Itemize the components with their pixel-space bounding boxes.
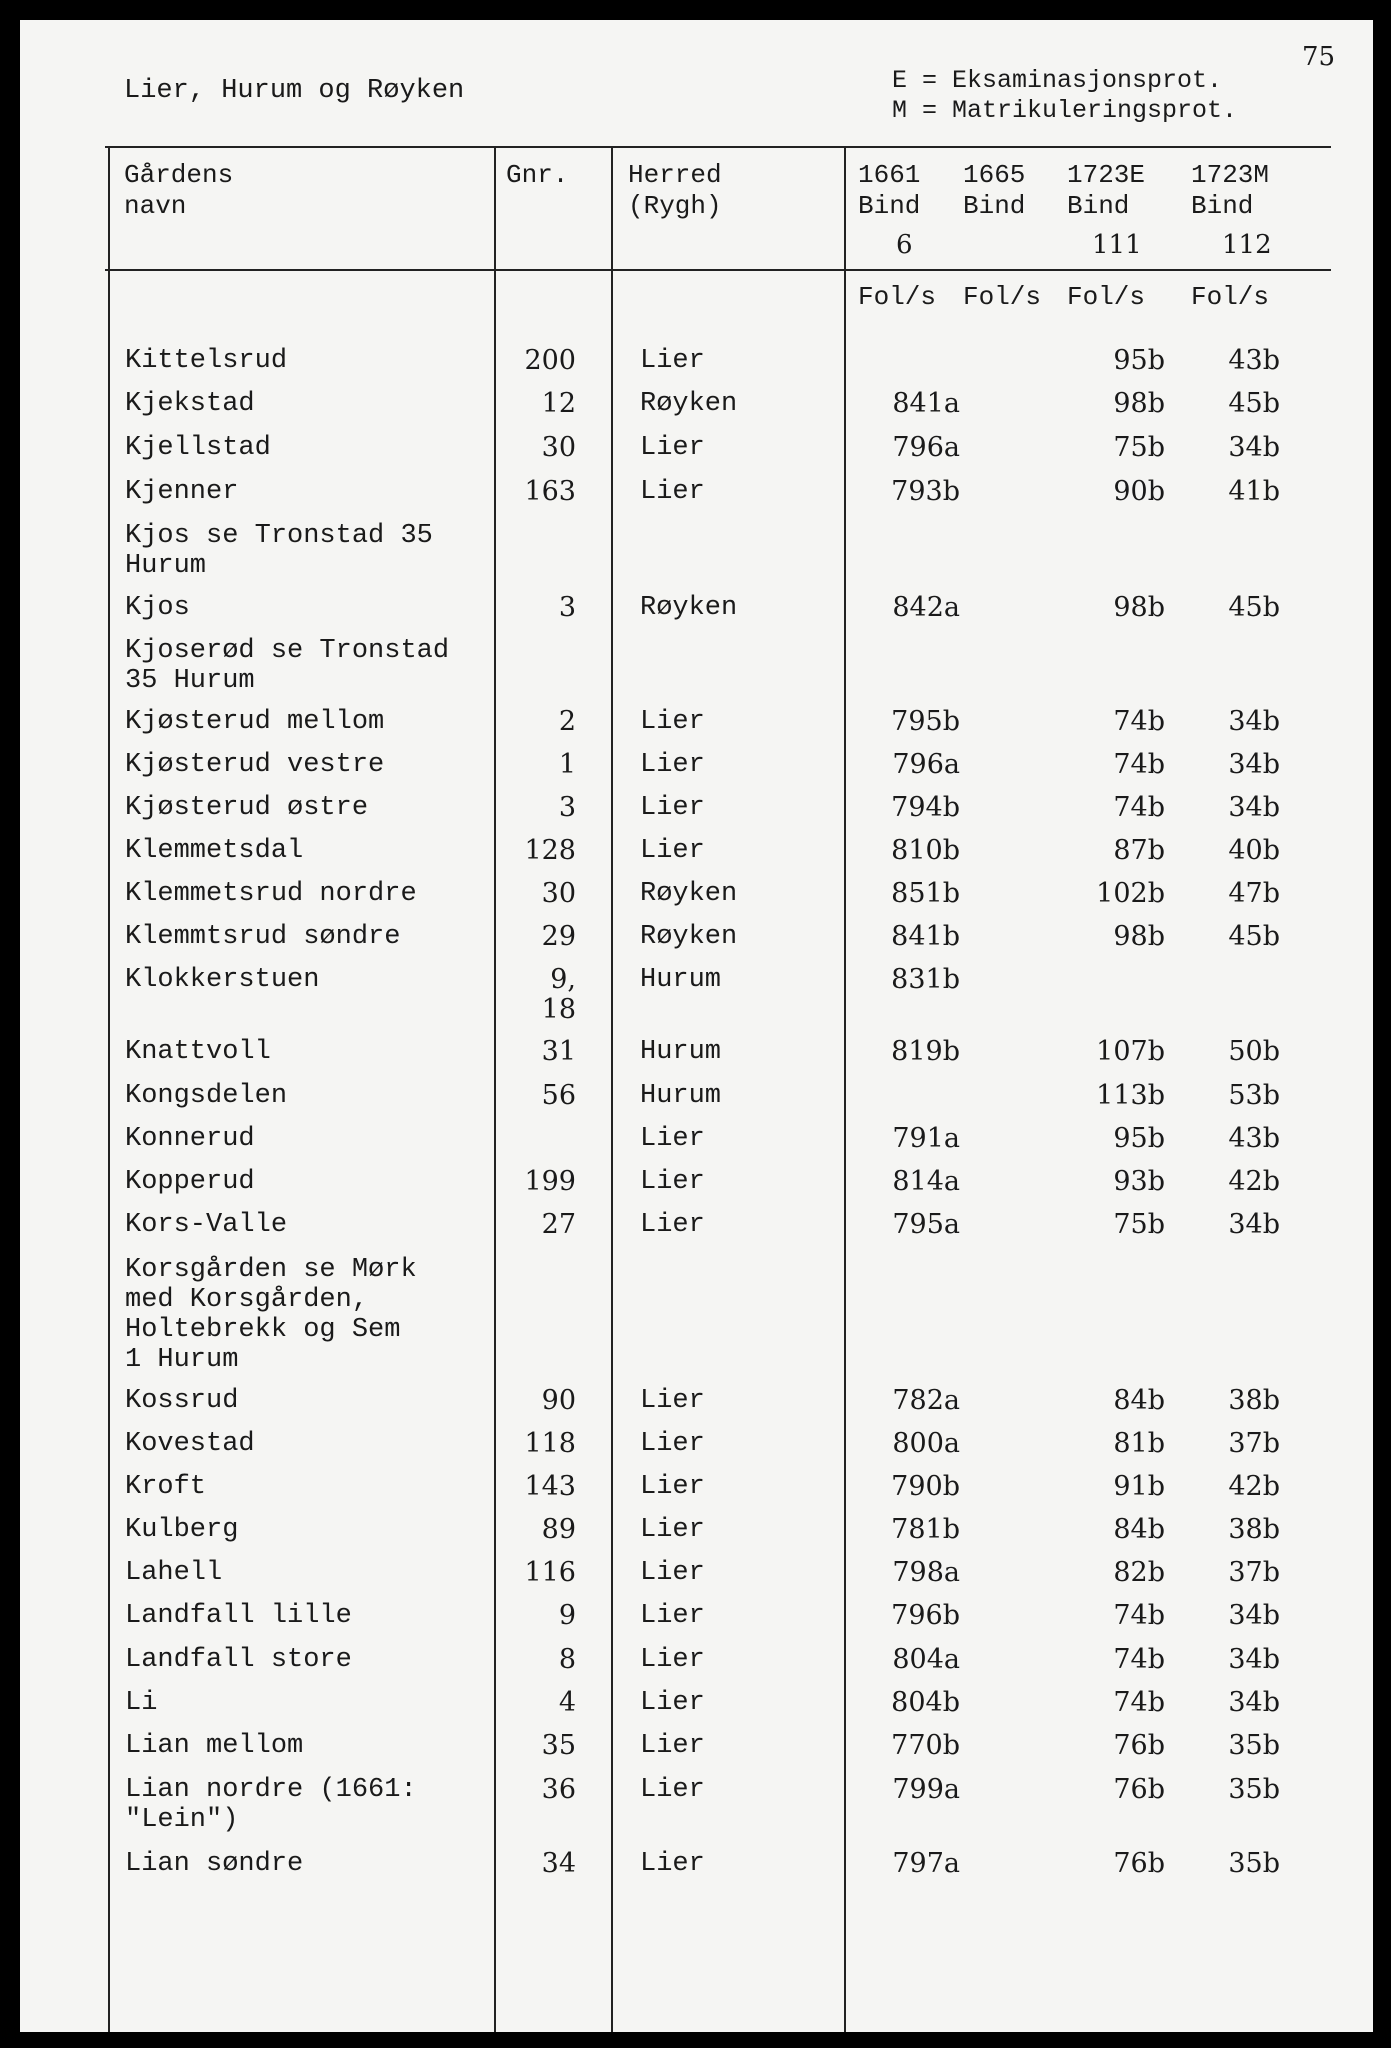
table-top-rule <box>105 146 1331 148</box>
herred-value: Lier <box>640 1515 705 1545</box>
header-1661: 1661 Bind <box>858 160 921 221</box>
farm-name: Kjøsterud vestre <box>125 750 385 780</box>
herred-value: Lier <box>640 1731 705 1761</box>
folio-1661: 796b <box>891 1600 960 1631</box>
table-row <box>0 1731 1391 1771</box>
gnr-value: 116 <box>524 1557 576 1588</box>
herred-value: Lier <box>640 1558 705 1588</box>
folio-1723e: 91b <box>1113 1471 1165 1502</box>
farm-name: Lian mellom <box>125 1731 304 1761</box>
folio-1723m: 41b <box>1228 476 1280 507</box>
herred-value: Lier <box>640 750 705 780</box>
folio-1661: 795a <box>892 1209 960 1240</box>
herred-value: Lier <box>640 1210 705 1240</box>
farm-name: Lian søndre <box>125 1849 304 1879</box>
farm-name: Klemmetsrud nordre <box>125 879 417 909</box>
folio-1661: 799a <box>892 1774 960 1805</box>
fols-1723e: Fol/s <box>1067 282 1146 312</box>
table-row <box>0 346 1391 386</box>
folio-1661: 810b <box>891 835 960 866</box>
folio-1661: 793b <box>891 476 960 507</box>
farm-name: Kongsdelen <box>125 1081 288 1111</box>
folio-1723e: 98b <box>1113 592 1165 623</box>
folio-1661: 841a <box>892 388 960 419</box>
folio-1723m: 45b <box>1228 388 1280 419</box>
table-row <box>0 964 1391 1025</box>
table-row <box>0 433 1391 473</box>
gnr-value: 90 <box>541 1385 576 1416</box>
folio-1723m: 38b <box>1228 1514 1280 1545</box>
folio-1723m: 34b <box>1228 1600 1280 1631</box>
table-row <box>0 1601 1391 1641</box>
header-gnr: Gnr. <box>506 160 569 190</box>
gnr-value: 9 <box>558 1600 576 1631</box>
folio-1723e: 74b <box>1113 706 1165 737</box>
folio-1661: 794b <box>891 792 960 823</box>
folio-1661: 842a <box>892 592 960 623</box>
farm-name: Kulberg <box>125 1515 239 1545</box>
table-row <box>0 707 1391 747</box>
page-number: 75 <box>1302 42 1336 72</box>
folio-1723e: 84b <box>1113 1385 1165 1416</box>
folio-1661: 797a <box>892 1848 960 1879</box>
folio-1723e: 87b <box>1113 835 1165 866</box>
herred-value: Lier <box>640 793 705 823</box>
header-bottom-rule <box>105 269 1331 271</box>
herred-value: Lier <box>640 1429 705 1459</box>
folio-1661: 791a <box>892 1123 960 1154</box>
farm-name: Kittelsrud <box>125 346 288 376</box>
bind-number-1661: 6 <box>896 230 913 260</box>
folio-1723m: 35b <box>1228 1730 1280 1761</box>
gnr-value: 29 <box>541 921 576 952</box>
folio-1723e: 74b <box>1113 1644 1165 1675</box>
folio-1661: 814a <box>892 1166 960 1197</box>
farm-name: Kjellstad <box>125 433 271 463</box>
folio-1723m: 34b <box>1228 792 1280 823</box>
gnr-value: 8 <box>558 1644 576 1675</box>
herred-value: Lier <box>640 1645 705 1675</box>
folio-1723e: 82b <box>1113 1557 1165 1588</box>
fols-1665: Fol/s <box>963 282 1042 312</box>
folio-1723m: 35b <box>1228 1774 1280 1805</box>
farm-name: Klemmetsdal <box>125 836 304 866</box>
table-row <box>0 836 1391 876</box>
table-row <box>0 1688 1391 1728</box>
table-row <box>0 750 1391 790</box>
gnr-value: 36 <box>541 1774 576 1805</box>
gnr-value: 199 <box>524 1166 576 1197</box>
herred-value: Lier <box>640 1775 705 1805</box>
gnr-value: 143 <box>524 1471 576 1502</box>
legend <box>892 66 1237 126</box>
farm-name: Landfall lille <box>125 1601 352 1631</box>
herred-value: Lier <box>640 1124 705 1154</box>
table-row <box>0 1558 1391 1598</box>
farm-name: Kjos se Tronstad 35 Hurum <box>125 521 433 581</box>
folio-1723e: 75b <box>1113 432 1165 463</box>
folio-1661: 790b <box>891 1471 960 1502</box>
folio-1661: 781b <box>891 1514 960 1545</box>
folio-1723e: 90b <box>1113 476 1165 507</box>
farm-name: Kovestad <box>125 1429 255 1459</box>
header-1723m: 1723M Bind <box>1191 160 1270 221</box>
header-herred: Herred (Rygh) <box>628 160 722 221</box>
herred-value: Røyken <box>640 389 738 419</box>
table-row <box>0 477 1391 517</box>
herred-value: Lier <box>640 477 705 507</box>
folio-1723m: 42b <box>1228 1166 1280 1197</box>
folio-1661: 851b <box>891 878 960 909</box>
folio-1723e: 98b <box>1113 388 1165 419</box>
gnr-value: 200 <box>524 345 576 376</box>
farm-name: Lahell <box>125 1558 223 1588</box>
folio-1723m: 45b <box>1228 921 1280 952</box>
folio-1723e: 95b <box>1113 1123 1165 1154</box>
folio-1723m: 34b <box>1228 706 1280 737</box>
table-row <box>0 1037 1391 1077</box>
folio-1723m: 40b <box>1228 835 1280 866</box>
farm-name: Kjenner <box>125 477 239 507</box>
table-row <box>0 879 1391 919</box>
header-1723e: 1723E Bind <box>1067 160 1146 221</box>
folio-1723e: 75b <box>1113 1209 1165 1240</box>
folio-1661: 804b <box>891 1687 960 1718</box>
folio-1723e: 76b <box>1113 1774 1165 1805</box>
folio-1723m: 35b <box>1228 1848 1280 1879</box>
gnr-value: 3 <box>558 592 576 623</box>
bind-number-1723e: 111 <box>1092 230 1142 260</box>
folio-1723e: 113b <box>1096 1080 1165 1111</box>
folio-1661: 798a <box>892 1557 960 1588</box>
herred-value: Lier <box>640 346 705 376</box>
herred-value: Lier <box>640 1849 705 1879</box>
folio-1723e: 74b <box>1113 749 1165 780</box>
herred-value: Lier <box>640 1386 705 1416</box>
gnr-value: 3 <box>558 792 576 823</box>
table-row <box>0 593 1391 633</box>
fols-1661: Fol/s <box>858 282 937 312</box>
table-row <box>0 1167 1391 1207</box>
farm-name: Lian nordre (1661: "Lein") <box>125 1775 417 1835</box>
gnr-value: 89 <box>541 1514 576 1545</box>
folio-1723m: 43b <box>1228 345 1280 376</box>
folio-1661: 841b <box>891 921 960 952</box>
folio-1723m: 43b <box>1228 1123 1280 1154</box>
herred-value: Lier <box>640 1167 705 1197</box>
folio-1723e: 76b <box>1113 1848 1165 1879</box>
herred-value: Røyken <box>640 922 738 952</box>
farm-name: Korsgården se Mørk med Korsgården, Holtebrekk og Sem 1 Hurum <box>125 1255 417 1375</box>
farm-name: Kjøsterud mellom <box>125 707 385 737</box>
gnr-value: 128 <box>524 835 576 866</box>
farm-name: Klokkerstuen <box>125 965 320 995</box>
table-row <box>0 521 1391 581</box>
gnr-value: 1 <box>558 749 576 780</box>
farm-name: Kroft <box>125 1472 207 1502</box>
farm-name: Knattvoll <box>125 1037 271 1067</box>
folio-1723m: 47b <box>1228 878 1280 909</box>
farm-name: Konnerud <box>125 1124 255 1154</box>
gnr-value: 27 <box>541 1209 576 1240</box>
table-row <box>0 1124 1391 1164</box>
gnr-value: 30 <box>541 878 576 909</box>
farm-name: Kjos <box>125 593 190 623</box>
folio-1661: 795b <box>891 706 960 737</box>
gnr-value: 31 <box>541 1036 576 1067</box>
herred-value: Lier <box>640 836 705 866</box>
folio-1723e: 76b <box>1113 1730 1165 1761</box>
page-title: Lier, Hurum og Røyken <box>124 76 465 106</box>
bind-number-1723m: 112 <box>1222 230 1272 260</box>
farm-name: Kjoserød se Tronstad 35 Hurum <box>125 636 450 696</box>
folio-1661: 831b <box>891 964 960 995</box>
folio-1723m: 34b <box>1228 1687 1280 1718</box>
folio-1661: 819b <box>891 1036 960 1067</box>
gnr-value: 35 <box>541 1730 576 1761</box>
folio-1723e: 84b <box>1113 1514 1165 1545</box>
fols-1723m: Fol/s <box>1191 282 1270 312</box>
farm-name: Kors-Valle <box>125 1210 288 1240</box>
folio-1723m: 34b <box>1228 749 1280 780</box>
farm-name: Li <box>125 1688 158 1718</box>
herred-value: Røyken <box>640 879 738 909</box>
folio-1723m: 34b <box>1228 432 1280 463</box>
farm-name: Kopperud <box>125 1167 255 1197</box>
herred-value: Lier <box>640 1688 705 1718</box>
legend-e: E = Eksaminasjonsprot. <box>892 66 1223 95</box>
table-row <box>0 1645 1391 1685</box>
folio-1723e: 98b <box>1113 921 1165 952</box>
folio-1723e: 81b <box>1113 1428 1165 1459</box>
table-row <box>0 793 1391 833</box>
herred-value: Lier <box>640 707 705 737</box>
herred-value: Hurum <box>640 1037 722 1067</box>
table-row <box>0 1515 1391 1555</box>
folio-1723e: 107b <box>1096 1036 1165 1067</box>
table-row <box>0 1429 1391 1469</box>
table-row <box>0 389 1391 429</box>
folio-1723m: 42b <box>1228 1471 1280 1502</box>
header-name: Gårdens navn <box>124 160 234 221</box>
gnr-value: 34 <box>541 1848 576 1879</box>
farm-name: Landfall store <box>125 1645 352 1675</box>
folio-1723m: 45b <box>1228 592 1280 623</box>
gnr-value: 2 <box>558 706 576 737</box>
table-row <box>0 922 1391 962</box>
table-row <box>0 1255 1391 1375</box>
folio-1661: 796a <box>892 749 960 780</box>
folio-1661: 796a <box>892 432 960 463</box>
folio-1723m: 38b <box>1228 1385 1280 1416</box>
table-row <box>0 1386 1391 1426</box>
folio-1723m: 34b <box>1228 1644 1280 1675</box>
table-row <box>0 1849 1391 1889</box>
table-row <box>0 1774 1391 1835</box>
gnr-value: 30 <box>541 432 576 463</box>
folio-1661: 770b <box>891 1730 960 1761</box>
header-1665: 1665 Bind <box>963 160 1026 221</box>
farm-name: Kjekstad <box>125 389 255 419</box>
folio-1661: 800a <box>892 1428 960 1459</box>
folio-1661: 804a <box>892 1644 960 1675</box>
folio-1723e: 95b <box>1113 345 1165 376</box>
table-row <box>0 1210 1391 1250</box>
folio-1723m: 37b <box>1228 1557 1280 1588</box>
gnr-value: 12 <box>541 388 576 419</box>
herred-value: Hurum <box>640 1081 722 1111</box>
folio-1723m: 53b <box>1228 1080 1280 1111</box>
legend-m: M = Matrikuleringsprot. <box>892 96 1238 125</box>
gnr-value: 163 <box>524 476 576 507</box>
herred-value: Røyken <box>640 593 738 623</box>
herred-value: Hurum <box>640 965 722 995</box>
gnr-value: 118 <box>524 1428 576 1459</box>
folio-1723m: 34b <box>1228 1209 1280 1240</box>
table-row <box>0 636 1391 696</box>
folio-1661: 782a <box>892 1385 960 1416</box>
folio-1723e: 74b <box>1113 792 1165 823</box>
folio-1723e: 93b <box>1113 1166 1165 1197</box>
farm-name: Klemmtsrud søndre <box>125 922 401 952</box>
gnr-value: 56 <box>541 1080 576 1111</box>
gnr-value: 4 <box>558 1687 576 1718</box>
folio-1723m: 50b <box>1228 1036 1280 1067</box>
herred-value: Lier <box>640 1601 705 1631</box>
herred-value: Lier <box>640 433 705 463</box>
table-row <box>0 1081 1391 1121</box>
folio-1723e: 102b <box>1096 878 1165 909</box>
farm-name: Kossrud <box>125 1386 239 1416</box>
herred-value: Lier <box>640 1472 705 1502</box>
folio-1723m: 37b <box>1228 1428 1280 1459</box>
gnr-value: 9, 18 <box>541 964 576 1025</box>
folio-1723e: 74b <box>1113 1687 1165 1718</box>
farm-name: Kjøsterud østre <box>125 793 369 823</box>
folio-1723e: 74b <box>1113 1600 1165 1631</box>
table-row <box>0 1472 1391 1512</box>
